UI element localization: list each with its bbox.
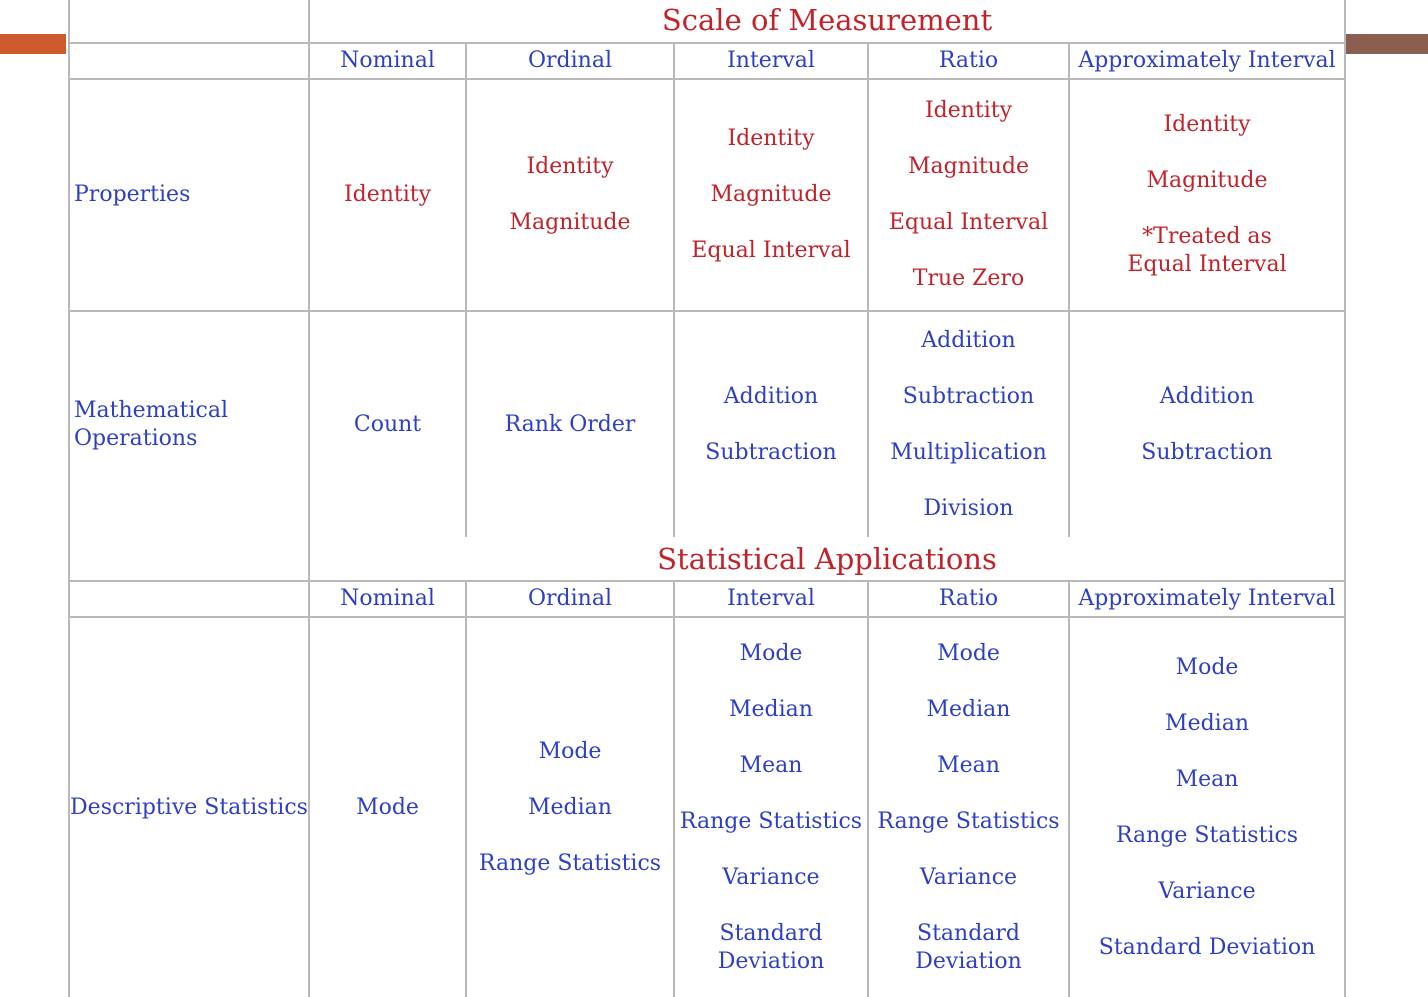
cell-properties-approximately-interval — [1069, 79, 1345, 311]
cell-item: Mean — [1175, 766, 1239, 792]
column-header-ordinal: Ordinal — [466, 581, 674, 617]
cell-item: Multiplication — [890, 439, 1047, 465]
cell-properties-interval — [674, 79, 868, 311]
cell-item: Magnitude — [710, 182, 832, 207]
cell-item: Mode — [538, 738, 602, 764]
scale-of-measurement-table — [68, 0, 1346, 537]
cell-item: Variance — [722, 864, 820, 890]
cell-properties-nominal — [309, 79, 466, 311]
cell-item: Range Statistics — [1115, 822, 1299, 848]
cell-item: Range Statistics — [679, 808, 863, 834]
cell-item: Division — [923, 495, 1014, 521]
cell-item: Subtraction — [705, 439, 837, 465]
cell-operations-ratio — [868, 311, 1069, 537]
cell-item: Median — [729, 696, 813, 722]
cell-item: Standard Deviation — [915, 920, 1022, 974]
column-header-nominal: Nominal — [309, 581, 466, 617]
corner-cell — [69, 581, 309, 617]
cell-properties-ordinal — [466, 79, 674, 311]
slide-accent-bar-left — [0, 34, 66, 54]
cell-item: Range Statistics — [877, 808, 1060, 834]
cell-descriptive-ordinal — [466, 617, 674, 997]
column-header-approximately-interval: Approximately Interval — [1069, 581, 1345, 617]
row-label-mathematical-operations — [69, 311, 309, 537]
cell-item: Subtraction — [1141, 439, 1273, 465]
column-header-ratio: Ratio — [868, 581, 1069, 617]
cell-item: Mean — [937, 752, 1000, 778]
cell-properties-ratio — [868, 79, 1069, 311]
cell-item: Equal Interval — [888, 210, 1049, 235]
cell-item: Equal Interval — [691, 238, 851, 263]
cell-item: Addition — [921, 327, 1016, 353]
column-header-interval: Interval — [674, 43, 868, 79]
cell-item: Range Statistics — [478, 850, 662, 876]
cell-descriptive-approximately-interval — [1069, 617, 1345, 997]
cell-item: Mean — [739, 752, 803, 778]
cell-operations-ordinal — [466, 311, 674, 537]
cell-item: Magnitude — [509, 210, 631, 235]
cell-descriptive-nominal — [309, 617, 466, 997]
cell-item: Rank Order — [504, 411, 636, 437]
cell-item: Mode — [1175, 654, 1239, 680]
cell-item: Magnitude — [1146, 168, 1268, 193]
cell-item: Count — [353, 411, 422, 437]
cell-item: *Treated as Equal Interval — [1127, 224, 1287, 277]
cell-item: Standard Deviation — [1098, 934, 1316, 960]
column-header-interval: Interval — [674, 581, 868, 617]
cell-operations-interval — [674, 311, 868, 537]
column-header-ordinal: Ordinal — [466, 43, 674, 79]
slide-accent-bar-right — [1346, 34, 1428, 54]
corner-cell — [69, 0, 309, 43]
cell-item: Mode — [937, 640, 1000, 666]
cell-item: Identity — [1163, 112, 1251, 137]
table-title: Scale of Measurement — [309, 0, 1345, 43]
cell-item: Identity — [924, 98, 1013, 123]
column-header-approximately-interval: Approximately Interval — [1069, 43, 1345, 79]
row-label-properties: Properties — [69, 79, 309, 311]
cell-item: Addition — [723, 383, 819, 409]
row-label-text: Mathematical Operations — [74, 397, 228, 451]
cell-item: Identity — [343, 182, 432, 207]
cell-item: Identity — [526, 154, 614, 179]
cell-operations-approximately-interval — [1069, 311, 1345, 537]
table-row-properties — [69, 79, 1345, 311]
corner-cell — [69, 537, 309, 581]
cell-item: Median — [528, 794, 612, 820]
cell-item: Identity — [727, 126, 815, 151]
row-label-descriptive-statistics: Descriptive Statistics — [69, 617, 309, 997]
cell-item: Mode — [356, 794, 419, 820]
cell-descriptive-interval — [674, 617, 868, 997]
column-header-ratio: Ratio — [868, 43, 1069, 79]
cell-item: Standard Deviation — [717, 920, 825, 974]
cell-operations-nominal — [309, 311, 466, 537]
cell-item: Median — [926, 696, 1011, 722]
cell-item: Mode — [739, 640, 803, 666]
table-title: Statistical Applications — [309, 537, 1345, 581]
cell-item: Addition — [1159, 383, 1255, 409]
cell-item: Variance — [919, 864, 1018, 890]
cell-descriptive-ratio — [868, 617, 1069, 997]
table-row-descriptive-statistics — [69, 617, 1345, 997]
cell-item: Variance — [1158, 878, 1256, 904]
column-header-nominal: Nominal — [309, 43, 466, 79]
cell-item: Subtraction — [902, 383, 1035, 409]
statistical-applications-table — [68, 537, 1346, 997]
cell-item: Median — [1165, 710, 1249, 736]
table-row-mathematical-operations — [69, 311, 1345, 537]
cell-item: Magnitude — [907, 154, 1030, 179]
cell-item: True Zero — [912, 266, 1025, 291]
corner-cell — [69, 43, 309, 79]
